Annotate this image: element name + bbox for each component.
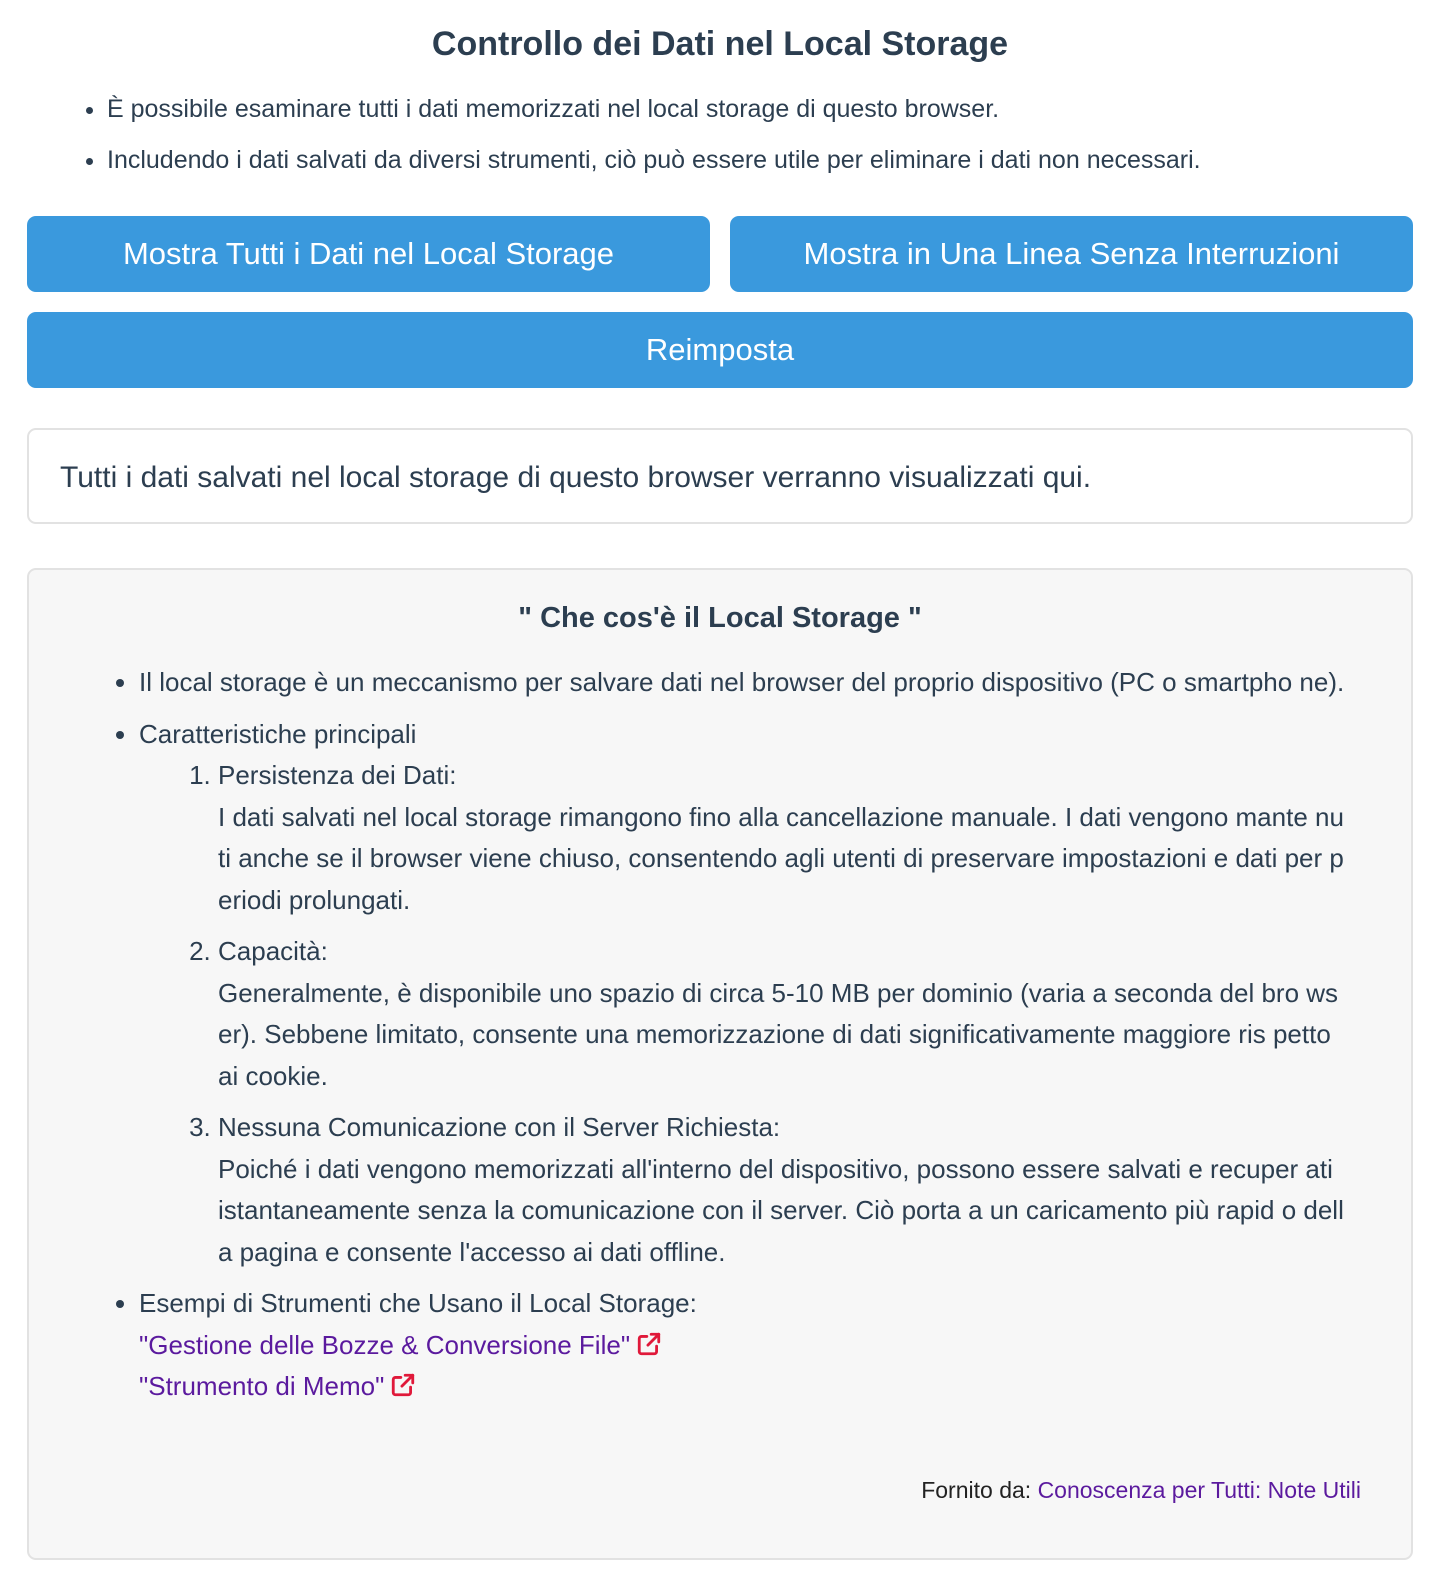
definition-text: Il local storage è un meccanismo per salvare dati nel browser del proprio dispositivo (PC o smartpho ne). (139, 667, 1345, 697)
info-title: " Che cos'è il Local Storage " (518, 602, 922, 634)
intro-list (27, 92, 1201, 194)
examples-item (139, 1283, 1345, 1408)
examples-heading: Esempi di Strumenti che Usano il Local Storage: (139, 1288, 697, 1318)
features-item (139, 714, 1345, 1274)
show-one-line-button[interactable]: Mostra in Una Linea Senza Interruzioni (730, 216, 1413, 292)
features-heading: Caratteristiche principali (139, 718, 417, 749)
feature-item (218, 755, 1345, 921)
definition-item (139, 662, 1345, 704)
features-list (139, 755, 1345, 1273)
credit-label: Fornito da: (921, 1477, 1038, 1503)
info-list (29, 662, 1375, 1418)
feature-item (218, 931, 1345, 1097)
show-all-data-button[interactable]: Mostra Tutti i Dati nel Local Storage (27, 216, 710, 292)
credit-line (921, 1474, 1361, 1506)
feature-title: Persistenza dei Dati: (218, 760, 457, 790)
credit-link[interactable]: Conoscenza per Tutti: Note Utili (1037, 1477, 1361, 1503)
external-link-icon (390, 1372, 416, 1398)
feature-title: Capacità: (218, 936, 328, 966)
feature-text: Poiché i dati vengono memorizzati all'interno del dispositivo, possono essere salvati e recuper ati istantaneamente senza la comunicazione con il server. Ciò porta a un caricamento più rapid o della pagina e consente l'accesso ai dati offline. (218, 1153, 1344, 1267)
info-panel (27, 568, 1413, 1560)
feature-item (218, 1107, 1345, 1273)
external-link-icon (636, 1331, 662, 1357)
feature-text: Generalmente, è disponibile uno spazio di circa 5-10 MB per dominio (varia a seconda del bro wser). Sebbene limitato, consente una memorizzazione di dati significativamente maggiore ris petto ai cookie. (218, 977, 1339, 1091)
example-link-draft-manager[interactable] (139, 1330, 662, 1360)
feature-title: Nessuna Comunicazione con il Server Richiesta: (218, 1112, 781, 1142)
intro-item: • È possibile esaminare tutti i dati memorizzati nel local storage di questo browser. (107, 92, 1201, 126)
storage-output-area: Tutti i dati salvati nel local storage di questo browser verranno visualizzati qui. (27, 428, 1413, 524)
example-link-label: "Gestione delle Bozze & Conversione File" (139, 1329, 631, 1360)
feature-text: I dati salvati nel local storage rimangono fino alla cancellazione manuale. I dati vengono mante nuti anche se il browser viene chiuso, consentendo agli utenti di preservare impostazioni e dati per periodi prolungati. (218, 801, 1344, 915)
intro-item: • Includendo i dati salvati da diversi strumenti, ciò può essere utile per eliminare i dati non necessari. (107, 143, 1201, 177)
example-link-label: "Strumento di Memo" (139, 1371, 385, 1401)
reset-button[interactable]: Reimposta (27, 312, 1413, 388)
page-title: Controllo dei Dati nel Local Storage (431, 25, 1009, 63)
example-link-memo-tool[interactable] (139, 1371, 416, 1401)
